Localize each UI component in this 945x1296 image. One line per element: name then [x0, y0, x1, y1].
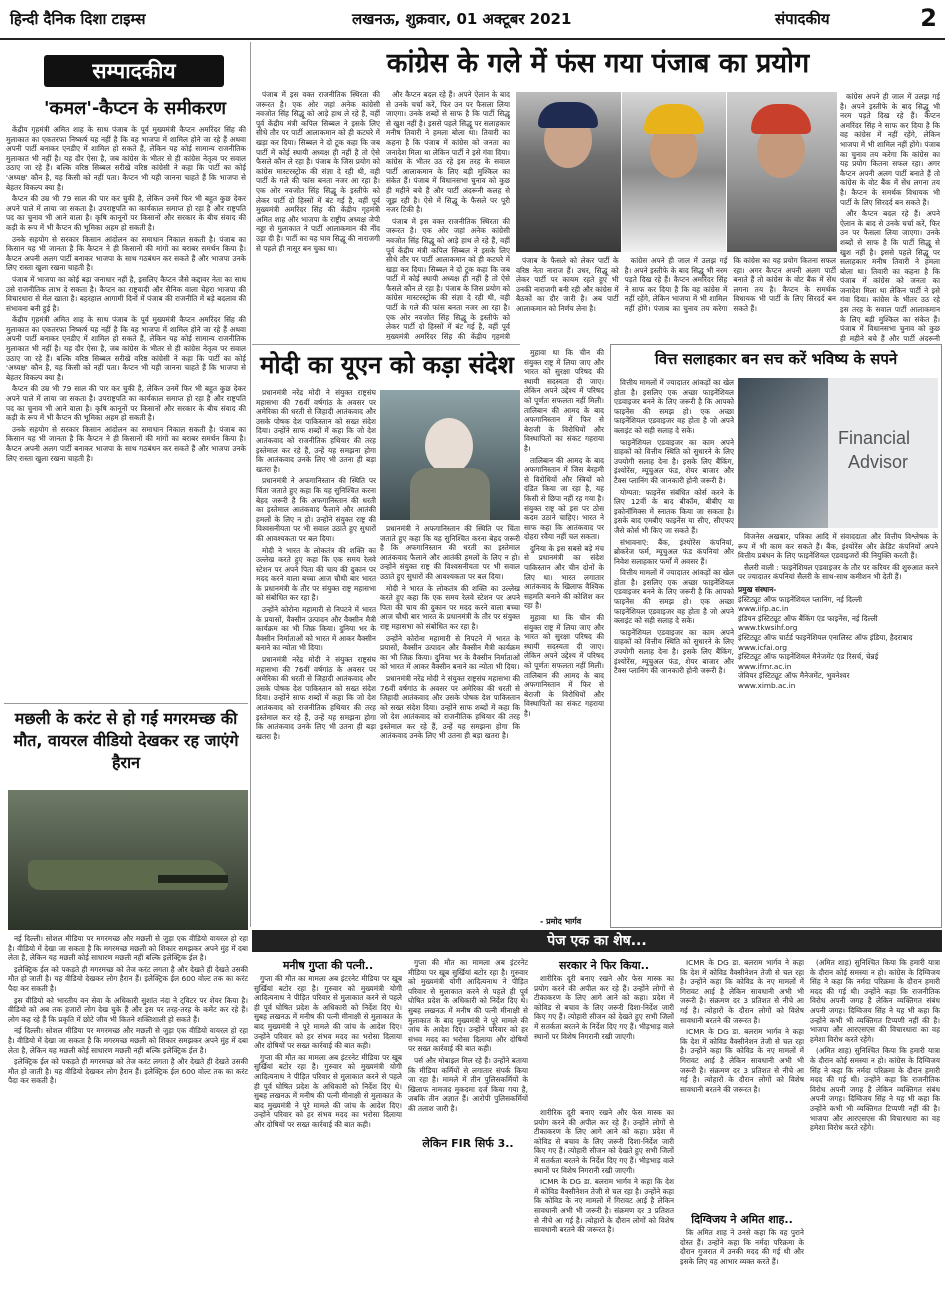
modi-paragraph: प्रधानमंत्री नरेंद्र मोदी ने संयुक्त राष्ट्रसंघ महासभा की 76वीं वर्षगांठ के अवसर पर अमेरिका की धरती से जिहादी आतंकवाद और उसके पोषक देश पाकिस्तान को सख्त संदेश दिया। उन्होंने साफ शब्दों में कहा कि जो देश आतंकवाद को राजनीतिक हथियार की तरह इस्तेमाल कर रहे हैं, उन्हें यह समझना होगा कि आतंकवाद उनके लिए भी उतना ही बड़ा खतरा है।	[256, 655, 376, 741]
modi-paragraph: तालिबान की आमद के बाद अफगानिस्तान में जिस बेरहमी से विरोधियों और स्त्रियों को दंडित किया जा रहा है, यह किसी से छिपा नहीं रह गया है। संयुक्त राष्ट्र को इस पर ठोस कदम उठाने चाहिए। भारत ने साफ कहा कि आतंकवाद पर दोहरा रवैया नहीं चल सकता।	[524, 455, 604, 542]
column-rule	[250, 42, 251, 927]
editorial-paragraph: उनके सहयोग से सरकार किसान आंदोलन का समाधान निकाल सकती है। पंजाब का किसान यह भी जानता है कि कैप्टन ने ही किसानों की मांगों का बराबर समर्थन किया है। कैप्टन अपनी अलग पार्टी बनाकर भाजपा के साथ गठबंधन कर सकते हैं और भाजपा उनके लिए रास्ता खुला रखना चाहती है।	[6, 234, 246, 273]
fir-title: लेकिन FIR सिर्फ 3..	[408, 1136, 528, 1151]
financial-advisor-photo	[738, 378, 938, 528]
crocodile-headline: मछली के करंट से हो गई मगरमच्छ की मौत, वायरल वीडियो देखकर रह जाएंगे हैरान	[13, 709, 239, 772]
editorial-paragraph: उनके सहयोग से सरकार किसान आंदोलन का समाधान निकाल सकती है। पंजाब का किसान यह भी जानता है कि कैप्टन ने ही किसानों की मांगों का बराबर समर्थन किया है। कैप्टन अपनी अलग पार्टी बनाकर भाजपा के साथ गठबंधन कर सकते हैं और भाजपा उनके लिए रास्ता खुला रखना चाहती है।	[6, 424, 246, 463]
manish-title: मनीष गुप्ता की पत्नी..	[282, 959, 374, 972]
sarkar-body	[534, 974, 674, 1104]
institute-link[interactable]: www.icfai.org	[738, 642, 787, 652]
sarkar-body-cont	[534, 1108, 674, 1292]
finance-headline: वित्त सलाहकार बन सच करें भविष्य के सपने	[654, 350, 898, 368]
finance-paragraph: विजनेस अखबार, पत्रिका आदि में संवाददाता और वित्तीय विश्लेषक के रूप में भी काम कर सकते हैं। बैंक, इंश्योरेंस और क्रेडिट कंपनियों अपने वित्तीय प्रबंधन के लिए फाइनेंशियल एडवाइजरों की नियुक्ति करती हैं।	[738, 532, 938, 561]
masthead-bar	[0, 0, 945, 40]
modi-un-photo	[380, 390, 520, 520]
modi-body-mid	[380, 524, 520, 928]
digvijay-body	[680, 1228, 804, 1292]
institutes-title: प्रमुख संस्थान-	[738, 584, 777, 594]
finance-paragraph: फाइनेंशियल एडवाइजर का काम अपने ग्राहकों को वित्तीय स्थिति को सुधारने के लिए उपयोगी सलाह देना है। इसके लिए बैंकिंग, इंश्योरेंस, म्यूचुअल फंड, शेयर बाजार और टैक्स प्लानिंग की जानकारी होनी जरूरी है।	[614, 627, 734, 676]
sarkar-paragraph: शारीरिक दूरी बनाए रखने और फेस मास्क का प्रयोग करने की अपील कर रहे हैं। उन्होंने लोगों से टीकाकरण के लिए आगे आने को कहा। प्रदेश में कोविड से बचाव के लिए जरूरी दिशा-निर्देश जारी किए गए हैं। त्योहारी सीजन को देखते हुए सभी जिलों में सतर्कता बरतने के निर्देश दिए गए हैं। भीड़भाड़ वाले स्थानों पर विशेष निगरानी रखी जाएगी।	[534, 974, 674, 1041]
sarkar-title: सरकार ने फिर किया..	[558, 959, 650, 972]
icmr-body	[680, 958, 804, 1208]
punjab-body-right	[840, 92, 940, 342]
editorial-paragraph: पंजाब में भाजपा का कोई बड़ा जनाधार नहीं है, इसलिए कैप्टन जैसे कद्दावर नेता का साथ उसे राजनीतिक लाभ दे सकता है। कैप्टन का राष्ट्रवादी और सैनिक वाला चेहरा भाजपा की विचारधारा से मेल खाता है। बहरहाल आगामी दिनों में पंजाब की राजनीति में बड़े बदलाव की संभावना बनी हुई है।	[6, 274, 246, 313]
modi-signature: - प्रमोद भार्गव	[540, 917, 582, 926]
institute-link[interactable]: www.ifmr.ac.in	[738, 661, 792, 671]
modi-paragraph: मुहावा था कि चीन की संयुक्त राष्ट्र में लिया जाए और भारत को सुरक्षा परिषद की स्थायी सदस्यता दी जाए। लेकिन अपने उद्देश्य में परिषद को पूर्णतः सफलता नहीं मिली। तालिबान की आमद के बाद अफगानिस्तान में फिर से बेराजी के विरोधियों और विस्थापितों का संकट गहराया है।	[524, 348, 604, 453]
finance-body-right	[738, 532, 938, 922]
punjab-paragraph: कांग्रेस अपने ही जाल में उलझ गई है। अपने इस्तीफे के बाद सिद्धू भी नरम पड़ते दिख रहे हैं। कैप्टन अमरिंदर सिंह ने साफ कर दिया है कि वह कांग्रेस में नहीं रहेंगे, लेकिन भाजपा में भी शामिल नहीं होंगे। पंजाब का चुनाव तय करेगा कि कांग्रेस का यह प्रयोग कितना सफल रहा। अगर कैप्टन अपनी अलग पार्टी बनाते हैं तो कांग्रेस के वोट बैंक में सेंध लगना तय है। कैप्टन के समर्थक विधायक भी पार्टी के लिए सिरदर्द बन सकते हैं।	[840, 92, 940, 207]
crocodile-photo	[8, 790, 248, 930]
modi-paragraph: उन्होंने कोरोना महामारी से निपटने में भारत के प्रयासों, वैक्सीन उत्पादन और वैक्सीन मैत्री कार्यक्रम का भी जिक्र किया। दुनिया भर के वैक्सीन निर्माताओं को भारत में आकर वैक्सीन बनाने का न्योता भी दिया।	[256, 605, 376, 653]
page-number: 2	[920, 4, 937, 32]
continued-strip: पेज एक का शेष...	[252, 930, 942, 952]
institute-link[interactable]: www.tkwsihf.org	[738, 623, 798, 633]
crocodile-paragraph: नई दिल्ली। सोशल मीडिया पर मगरमच्छ और मछली से जुड़ा एक वीडियो वायरल हो रहा है। वीडियो में देखा जा सकता है कि मगरमच्छ मछली को शिकार समझकर अपने मुंह में दबा लेता है, लेकिन यह मछली कोई साधारण मछली नहीं बल्कि इलेक्ट्रिक ईल है।	[8, 1026, 248, 1055]
editorial-paragraph: केंद्रीय गृहमंत्री अमित शाह के साथ पंजाब के पूर्व मुख्यमंत्री कैप्टन अमरिंदर सिंह की मुलाकात का एकतरफा निष्कर्ष यह नहीं है कि वह भाजपा में शामिल होने जा रहे हैं अथवा अपनी पार्टी बनाकर एनडीए में शामिल हो सकते हैं, लेकिन यह कोई सामान्य राजनीतिक मुलाकात भी नहीं है। यह दौर ऐसा है, जब कांग्रेस के भीतर से ही कांग्रेस नेतृत्व पर सवाल उठाए जा रहे हैं। बल्कि वरिष्ठ सिब्बल सरीखे वरिष्ठ कांग्रेसी ने कहा कि पार्टी का कोई 'अध्यक्ष' कौन है, यह किसी को नहीं पता। कैप्टन भी यही जानना चाहते हैं कि भाजपा से बेहतर विकल्प क्या है।	[6, 315, 246, 382]
modi-paragraph: प्रधानमंत्री नरेंद्र मोदी ने संयुक्त राष्ट्रसंघ महासभा की 76वीं वर्षगांठ के अवसर पर अमेरिका की धरती से जिहादी आतंकवाद और उसके पोषक देश पाकिस्तान को सख्त संदेश दिया। उन्होंने साफ शब्दों में कहा कि जो देश आतंकवाद को राजनीतिक हथियार की तरह इस्तेमाल कर रहे हैं, उन्हें यह समझना होगा कि आतंकवाद उनके लिए भी उतना ही बड़ा खतरा है।	[380, 673, 520, 741]
punjab-caption-block	[516, 256, 836, 342]
punjab-paragraph: और कैप्टन बदल रहे हैं। अपने ऐलान के बाद से उनके चर्चा करें, फिर उन पर फैसला लिया जाएगा। उनके शब्दों से साफ है कि पार्टी सिद्धू से खुश नहीं है। इससे पहले सिद्धू पर सलाहकार मनीष तिवारी ने हमला बोला था। तिवारी का कहना है कि पंजाब में कांग्रेस को जनता का जनादेश मिला था लेकिन पार्टी ने इसे गंवा दिया। कांग्रेस के भीतर उठ रहे इस तरह के सवाल पार्टी आलाकमान के लिए बड़ी मुश्किल का संकेत हैं। पंजाब में विधानसभा चुनाव को कुछ ही महीने बचे हैं और पार्टी अंदरूनी कलह से जूझ रही है। ऐसे में सिद्धू के फैसले पर पूरी नजर टिकी है।	[386, 90, 510, 215]
modi-body-left	[256, 388, 376, 928]
crocodile-body	[8, 934, 248, 1289]
editorial-body	[6, 125, 246, 700]
digvijay-title: दिग्विजय ने अमित शाह..	[691, 1213, 793, 1226]
modi-body-right	[524, 348, 604, 918]
modi-paragraph: प्रधानमंत्री ने अफगानिस्तान की स्थिति पर चिंता जताते हुए कहा कि यह सुनिश्चित करना बेहद जरूरी है कि अफगानिस्तान की धरती का इस्तेमाल आतंकवाद फैलाने और आतंकी हमलों के लिए न हो। उन्होंने संयुक्त राष्ट्र की विश्वसनीयता पर भी सवाल उठाते हुए सुधारों की आवश्यकता पर बल दिया।	[380, 524, 520, 581]
institute-link[interactable]: www.ximb.ac.in	[738, 680, 796, 690]
institute-item: जेवियर इंस्टिट्यूट ऑफ मैनेजमेंट, भुवनेश्वर	[738, 671, 850, 681]
manish-body-cont	[408, 958, 528, 1292]
digvijay-body-cont	[810, 958, 940, 1292]
politician-photo-2	[622, 92, 726, 252]
modi-headline: मोदी का यूएन को कड़ा संदेश	[260, 351, 514, 379]
crocodile-paragraph: इस वीडियो को भारतीय वन सेवा के अधिकारी सुशांत नंदा ने ट्विटर पर शेयर किया है। वीडियो को अब तक हजारों लोग देख चुके हैं और इस पर तरह-तरह के कमेंट कर रहे हैं। लोग कह रहे हैं कि प्रकृति में छोटे जीव भी कितने शक्तिशाली हो सकते हैं।	[8, 995, 248, 1024]
icmr-paragraph: ICMR के DG डा. बलराम भार्गव ने कहा कि देश में कोविड वैक्सीनेशन तेजी से चल रहा है। उन्होंने कहा कि कोविड के नए मामलों में गिरावट आई है लेकिन सावधानी अभी भी जरूरी है। संक्रमण दर 3 प्रतिशत से नीचे आ गई है। त्योहारों के दौरान लोगों को विशेष सावधानी बरतने की जरूरत है।	[680, 958, 804, 1025]
digvijay-paragraph: (अमित शाह) सुनिश्चित किया कि हमारी यात्रा के दौरान कोई समस्या न हो। कांग्रेस के दिग्विजय सिंह ने कहा कि नर्मदा परिक्रमा के दौरान हमारी मदद की गई थी। उन्होंने कहा कि राजनीतिक विरोध अपनी जगह है लेकिन व्यक्तिगत संबंध अपनी जगह। दिग्विजय सिंह ने यह भी कहा कि उन्होंने कभी भी व्यक्तिगत टिप्पणी नहीं की है। भाजपा और आरएसएस की विचारधारा का वह हमेशा विरोध करते रहेंगे।	[810, 1046, 940, 1133]
manish-paragraph: गुप्ता की मौत का मामला अब इंटरनेट मीडिया पर खूब सुर्खियां बटोर रहा है। गुरुवार को मुख्यमंत्री योगी आदित्यनाथ ने पीड़ित परिवार से मुलाकात करने से पहले ही पूर्व घोषित प्रदेश के अधिकारी को निर्देश दिए थे। सुबह लखनऊ में मनीष की पत्नी मीनाक्षी से मुलाकात के बाद मुख्यमंत्री ने पूरे मामले की जांच के आदेश दिए। उन्होंने परिवार को हर संभव मदद का भरोसा दिलाया और दोषियों पर सख्त कार्रवाई की बात कही।	[254, 1052, 402, 1129]
editorial-banner: सम्पादकीय	[44, 55, 224, 87]
institute-item: इंस्टिट्यूट ऑफ फाइनेंशियल प्लानिंग, नई दिल्ली	[738, 594, 863, 604]
modi-paragraph: प्रधानमंत्री नरेंद्र मोदी ने संयुक्त राष्ट्रसंघ महासभा की 76वीं वर्षगांठ के अवसर पर अमेरिका की धरती से जिहादी आतंकवाद और उसके पोषक देश पाकिस्तान को सख्त संदेश दिया। उन्होंने साफ शब्दों में कहा कि जो देश आतंकवाद को राजनीतिक हथियार की तरह इस्तेमाल कर रहे हैं, उन्हें यह समझना होगा कि आतंकवाद उनके लिए भी उतना ही बड़ा खतरा है।	[256, 388, 376, 474]
institute-item: इंडियन इंस्टिट्यूट ऑफ बैंकिंग एंड फाइनेंस, नई दिल्ली	[738, 613, 878, 623]
crocodile-paragraph: नई दिल्ली। सोशल मीडिया पर मगरमच्छ और मछली से जुड़ा एक वीडियो वायरल हो रहा है। वीडियो में देखा जा सकता है कि मगरमच्छ मछली को शिकार समझकर अपने मुंह में दबा लेता है, लेकिन यह मछली कोई साधारण मछली नहीं बल्कि इलेक्ट्रिक ईल है।	[8, 934, 248, 963]
institute-link[interactable]: www.iifp.ac.in	[738, 604, 789, 614]
modi-paragraph: उन्होंने कोरोना महामारी से निपटने में भारत के प्रयासों, वैक्सीन उत्पादन और वैक्सीन मैत्री कार्यक्रम का भी जिक्र किया। दुनिया भर के वैक्सीन निर्माताओं को भारत में आकर वैक्सीन बनाने का न्योता भी दिया।	[380, 633, 520, 672]
photo-text-financial: Financial	[838, 428, 911, 448]
sarkar-paragraph: ICMR के DG डा. बलराम भार्गव ने कहा कि देश में कोविड वैक्सीनेशन तेजी से चल रहा है। उन्होंने कहा कि कोविड के नए मामलों में गिरावट आई है लेकिन सावधानी अभी भी जरूरी है। संक्रमण दर 3 प्रतिशत से नीचे आ गई है। त्योहारों के दौरान लोगों को विशेष सावधानी बरतने की जरूरत है।	[534, 1177, 674, 1235]
digvijay-paragraph: (अमित शाह) सुनिश्चित किया कि हमारी यात्रा के दौरान कोई समस्या न हो। कांग्रेस के दिग्विजय सिंह ने कहा कि नर्मदा परिक्रमा के दौरान हमारी मदद की गई थी। उन्होंने कहा कि राजनीतिक विरोध अपनी जगह है लेकिन व्यक्तिगत संबंध अपनी जगह। दिग्विजय सिंह ने यह भी कहा कि उन्होंने कभी भी व्यक्तिगत टिप्पणी नहीं की है। भाजपा और आरएसएस की विचारधारा का वह हमेशा विरोध करते रहेंगे।	[810, 958, 940, 1044]
finance-paragraph: वित्तीय मामलों में ज्यादातर आंकड़ों का खेल होता है। इसलिए एक अच्छा फाइनेंशियल एडवाइजर बनने के लिए जरूरी है कि आपको फाइनेंस की समझ हो। एक अच्छा फाइनेंशियल एडवाइजर वह होता है जो अपने क्लाइंट को सही सलाह दे सके।	[614, 568, 734, 626]
institute-item: इंस्टिट्यूट ऑफ चार्टर्ड फाइनेंशियल एनालिस्ट ऑफ इंडिया, हैदराबाद	[738, 632, 913, 642]
section-rule	[4, 703, 248, 704]
section-rule	[252, 344, 520, 345]
punjab-paragraph: पंजाब में इस वक्त राजनीतिक स्थिरता की जरूरत है। एक ओर जहां अनेक कांग्रेसी नवजोत सिंह सिद्धू को आड़े हाथ ले रहे हैं, वहीं पूर्व केंद्रीय मंत्री कपिल सिब्बल ने इसके लिए सीधे तौर पर पार्टी आलाकमान को ही कटघरे में खड़ा कर दिया। सिब्बल ने दो टूक कहा कि जब पार्टी में कोई स्थायी अध्यक्ष ही नहीं है तो ऐसे फैसले कौन ले रहा है। पंजाब के जिस प्रयोग को कांग्रेस मास्टरस्ट्रोक की संज्ञा दे रही थी, वही पार्टी के गले की फांस बनता नजर आ रहा है। एक ओर नवजोत सिंह सिद्धू के इस्तीफे को लेकर पार्टी दो हिस्सों में बंट गई है, वहीं पूर्व मुख्यमंत्री अमरिंदर सिंह की केंद्रीय गृहमंत्री अमित शाह और भाजपा के राष्ट्रीय अध्यक्ष जेपी नड्डा से मुलाकात ने पार्टी आलाकमान की नींद उड़ा दी है। पार्टी का यह घाव सिद्धू की नाराजगी से पहले ही नासूर बन चुका था।	[256, 90, 380, 253]
modi-paragraph: दुनिया के इस सबसे बड़े मंच से प्रधानमंत्री का संदेश पाकिस्तान और चीन दोनों के लिए था। भारत लगातार आतंकवाद के खिलाफ वैश्विक सहमति बनाने की कोशिश कर रहा है।	[524, 543, 604, 611]
editorial-paragraph: केंद्रीय गृहमंत्री अमित शाह के साथ पंजाब के पूर्व मुख्यमंत्री कैप्टन अमरिंदर सिंह की मुलाकात का एकतरफा निष्कर्ष यह नहीं है कि वह भाजपा में शामिल होने जा रहे हैं अथवा अपनी पार्टी बनाकर एनडीए में शामिल हो सकते हैं, लेकिन यह कोई सामान्य राजनीतिक मुलाकात भी नहीं है। यह दौर ऐसा है, जब कांग्रेस के भीतर से ही कांग्रेस नेतृत्व पर सवाल उठाए जा रहे हैं। बल्कि वरिष्ठ सिब्बल सरीखे वरिष्ठ कांग्रेसी ने कहा कि पार्टी का कोई 'अध्यक्ष' कौन है, यह किसी को नहीं पता। कैप्टन भी यही जानना चाहते हैं कि भाजपा से बेहतर विकल्प क्या है।	[6, 125, 246, 192]
modi-paragraph: मोदी ने भारत के लोकतंत्र की शक्ति का उल्लेख करते हुए कहा कि एक समय रेलवे स्टेशन पर अपने पिता की चाय की दुकान पर मदद करने वाला बच्चा आज चौथी बार भारत के प्रधानमंत्री के तौर पर संयुक्त राष्ट्र महासभा को संबोधित कर रहा है।	[380, 583, 520, 631]
editorial-paragraph: कैप्टन की उम्र भी 79 साल की पार कर चुकी है, लेकिन उनमें फिर भी बहुत कुछ देकर अपने पाले में लाया जा सकता है। उपराष्ट्रपति का कार्यकाल समाप्त हो रहा है और राष्ट्रपति पद का चुनाव भी आने वाला है। कृषि कानूनों पर किसानों और सरकार के बीच संवाद की कड़ी के रूप में भी कैप्टन की भूमिका अहम हो सकती है।	[6, 384, 246, 423]
punjab-body-left	[256, 90, 380, 340]
finance-paragraph: सैलरी वाली : फाइनेंशियल एडवाइजर के तौर पर करियर की शुरुआत करने पर ज्यादातर कंपनियां सैलरी के साथ-साथ कमीशन भी देती हैं।	[738, 562, 938, 582]
crocodile-paragraph: इलेक्ट्रिक ईल को पकड़ते ही मगरमच्छ को तेज करंट लगता है और देखते ही देखते उसकी मौत हो जाती है। यह वीडियो देखकर लोग हैरान हैं। इलेक्ट्रिक ईल 600 वोल्ट तक का करंट पैदा कर सकती है।	[8, 1057, 248, 1086]
manish-paragraph: गुप्ता की मौत का मामला अब इंटरनेट मीडिया पर खूब सुर्खियां बटोर रहा है। गुरुवार को मुख्यमंत्री योगी आदित्यनाथ ने पीड़ित परिवार से मुलाकात करने से पहले ही पूर्व घोषित प्रदेश के अधिकारी को निर्देश दिए थे। सुबह लखनऊ में मनीष की पत्नी मीनाक्षी से मुलाकात के बाद मुख्यमंत्री ने पूरे मामले की जांच के आदेश दिए। उन्होंने परिवार को हर संभव मदद का भरोसा दिलाया और दोषियों पर सख्त कार्रवाई की बात कही।	[408, 958, 528, 1054]
paper-name: हिन्दी दैनिक दिशा टाइम्स	[10, 10, 146, 28]
finance-paragraph: योग्यता: फाइनेंस संबंधित कोर्स करने के लिए 12वीं के बाद बीकॉम, बीबीए या इकोनॉमिक्स में स्नातक किया जा सकता है। इसके बाद एमबीए फाइनेंस या सीए, सीएफए जैसे कोर्स भी किए जा सकते हैं।	[614, 487, 734, 535]
editorial-paragraph: कैप्टन की उम्र भी 79 साल की पार कर चुकी है, लेकिन उनमें फिर भी बहुत कुछ देकर अपने पाले में लाया जा सकता है। उपराष्ट्रपति का कार्यकाल समाप्त हो रहा है और राष्ट्रपति पद का चुनाव भी आने वाला है। कृषि कानूनों पर किसानों और सरकार के बीच संवाद की कड़ी के रूप में भी कैप्टन की भूमिका अहम हो सकती है।	[6, 194, 246, 232]
modi-paragraph: मुहावा था कि चीन की संयुक्त राष्ट्र में लिया जाए और भारत को सुरक्षा परिषद की स्थायी सदस्यता दी जाए। लेकिन अपने उद्देश्य में परिषद को पूर्णतः सफलता नहीं मिली। तालिबान की आमद के बाद अफगानिस्तान में फिर से बेराजी के विरोधियों और विस्थापितों का संकट गहराया है।	[524, 613, 604, 718]
manish-paragraph: गुप्ता की मौत का मामला अब इंटरनेट मीडिया पर खूब सुर्खियां बटोर रहा है। गुरुवार को मुख्यमंत्री योगी आदित्यनाथ ने पीड़ित परिवार से मुलाकात करने से पहले ही पूर्व घोषित प्रदेश के अधिकारी को निर्देश दिए थे। सुबह लखनऊ में मनीष की पत्नी मीनाक्षी से मुलाकात के बाद मुख्यमंत्री ने पूरे मामले की जांच के आदेश दिए। उन्होंने परिवार को हर संभव मदद का भरोसा दिलाया और दोषियों पर सख्त कार्रवाई की बात कही।	[254, 974, 402, 1051]
punjab-caption: पंजाब के फैसले को लेकर पार्टी के वरिष्ठ नेता नाराज हैं। उधर, सिद्धू को लेकर पार्टी पर कायम रहते हुए भी उनकी नाराजगी बनी रही और कांग्रेस में बैठकों का दौर जारी है। अब पार्टी आलाकमान को निर्णय लेना है।	[516, 256, 619, 313]
punjab-paragraph: और कैप्टन बदल रहे हैं। अपने ऐलान के बाद से उनके चर्चा करें, फिर उन पर फैसला लिया जाएगा। उनके शब्दों से साफ है कि पार्टी सिद्धू से खुश नहीं है। इससे पहले सिद्धू पर सलाहकार मनीष तिवारी ने हमला बोला था। तिवारी का कहना है कि पंजाब में कांग्रेस को जनता का जनादेश मिला था लेकिन पार्टी ने इसे गंवा दिया। कांग्रेस के भीतर उठ रहे इस तरह के सवाल पार्टी आलाकमान के लिए बड़ी मुश्किल का संकेत हैं। पंजाब में विधानसभा चुनाव को कुछ ही महीने बचे हैं और पार्टी अंदरूनी	[840, 209, 940, 342]
editorial-headline: 'कमल'-कैप्टन के समीकरण	[44, 98, 226, 119]
politician-photo-1	[516, 92, 621, 252]
politician-photo-3	[727, 92, 837, 252]
photo-text-advisor: Advisor	[848, 452, 909, 472]
punjab-headline: कांग्रेस के गले में फंस गया पंजाब का प्रयोग	[386, 48, 810, 79]
manish-body	[254, 974, 402, 1292]
modi-paragraph: मोदी ने भारत के लोकतंत्र की शक्ति का उल्लेख करते हुए कहा कि एक समय रेलवे स्टेशन पर अपने पिता की चाय की दुकान पर मदद करने वाला बच्चा आज चौथी बार भारत के प्रधानमंत्री के तौर पर संयुक्त राष्ट्र महासभा को संबोधित कर रहा है।	[256, 545, 376, 603]
dateline: लखनऊ, शुक्रवार, 01 अक्टूबर 2021	[352, 10, 572, 28]
sarkar-paragraph: शारीरिक दूरी बनाए रखने और फेस मास्क का प्रयोग करने की अपील कर रहे हैं। उन्होंने लोगों से टीकाकरण के लिए आगे आने को कहा। प्रदेश में कोविड से बचाव के लिए जरूरी दिशा-निर्देश जारी किए गए हैं। त्योहारी सीजन को देखते हुए सभी जिलों में सतर्कता बरतने के निर्देश दिए गए हैं। भीड़भाड़ वाले स्थानों पर विशेष निगरानी रखी जाएगी।	[534, 1108, 674, 1175]
manish-paragraph: पर्स और मोबाइल मिल रहे हैं। उन्होंने बताया कि मीडिया कर्मियों से लगातार संपर्क किया जा रहा है। मामले में तीन पुलिसकर्मियों के खिलाफ नामजद मुकदमा दर्ज किया गया है, जबकि तीन अज्ञात हैं। आरोपी पुलिसकर्मियों की तलाश जारी है।	[408, 1055, 528, 1113]
punjab-paragraph: पंजाब में इस वक्त राजनीतिक स्थिरता की जरूरत है। एक ओर जहां अनेक कांग्रेसी नवजोत सिंह सिद्धू को आड़े हाथ ले रहे हैं, वहीं पूर्व केंद्रीय मंत्री कपिल सिब्बल ने इसके लिए सीधे तौर पर पार्टी आलाकमान को ही कटघरे में खड़ा कर दिया। सिब्बल ने दो टूक कहा कि जब पार्टी में कोई स्थायी अध्यक्ष ही नहीं है तो ऐसे फैसले कौन ले रहा है। पंजाब के जिस प्रयोग को कांग्रेस मास्टरस्ट्रोक की संज्ञा दे रही थी, वही पार्टी के गले की फांस बनता नजर आ रहा है। एक ओर नवजोत सिंह सिद्धू के इस्तीफे को लेकर पार्टी दो हिस्सों में बंट गई है, वहीं पूर्व मुख्यमंत्री अमरिंदर सिंह की केंद्रीय गृहमंत्री	[386, 216, 510, 340]
modi-paragraph: प्रधानमंत्री ने अफगानिस्तान की स्थिति पर चिंता जताते हुए कहा कि यह सुनिश्चित करना बेहद जरूरी है कि अफगानिस्तान की धरती का इस्तेमाल आतंकवाद फैलाने और आतंकी हमलों के लिए न हो। उन्होंने संयुक्त राष्ट्र की विश्वसनीयता पर भी सवाल उठाते हुए सुधारों की आवश्यकता पर बल दिया।	[256, 476, 376, 543]
icmr-paragraph: ICMR के DG डा. बलराम भार्गव ने कहा कि देश में कोविड वैक्सीनेशन तेजी से चल रहा है। उन्होंने कहा कि कोविड के नए मामलों में गिरावट आई है लेकिन सावधानी अभी भी जरूरी है। संक्रमण दर 3 प्रतिशत से नीचे आ गई है। त्योहारों के दौरान लोगों को विशेष सावधानी बरतने की जरूरत है।	[680, 1027, 804, 1094]
finance-paragraph: वित्तीय मामलों में ज्यादातर आंकड़ों का खेल होता है। इसलिए एक अच्छा फाइनेंशियल एडवाइजर बनने के लिए जरूरी है कि आपको फाइनेंस की समझ हो। एक अच्छा फाइनेंशियल एडवाइजर वह होता है जो अपने क्लाइंट को सही सलाह दे सके।	[614, 378, 734, 435]
finance-paragraph: संभावनाएं: बैंक, इंश्योरेंस कंपनियां, ब्रोकरेज फर्म, म्यूचुअल फंड कंपनियां और निवेश सलाहकार फर्मों में अवसर हैं।	[614, 537, 734, 566]
digvijay-paragraph: कि अमित शाह ने उनसे कहा कि वह पुराने दोस्त हैं। उन्होंने कहा कि नर्मदा परिक्रमा के दौरान गुजरात में उनकी मदद की गई थी और इसके लिए वह आभार व्यक्त करते हैं।	[680, 1228, 804, 1266]
finance-body-left	[614, 378, 734, 923]
crocodile-paragraph: इलेक्ट्रिक ईल को पकड़ते ही मगरमच्छ को तेज करंट लगता है और देखते ही देखते उसकी मौत हो जाती है। यह वीडियो देखकर लोग हैरान हैं। इलेक्ट्रिक ईल 600 वोल्ट तक का करंट पैदा कर सकती है।	[8, 964, 248, 993]
punjab-paragraph: कांग्रेस अपने ही जाल में उलझ गई है। अपने इस्तीफे के बाद सिद्धू भी नरम पड़ते दिख रहे हैं। कैप्टन अमरिंदर सिंह ने साफ कर दिया है कि वह कांग्रेस में नहीं रहेंगे, लेकिन भाजपा में भी शामिल नहीं होंगे। पंजाब का चुनाव तय करेगा कि कांग्रेस का यह प्रयोग कितना सफल रहा। अगर कैप्टन अपनी अलग पार्टी बनाते हैं तो कांग्रेस के वोट बैंक में सेंध लगना तय है। कैप्टन के समर्थक विधायक भी पार्टी के लिए सिरदर्द बन सकते हैं।	[624, 256, 836, 313]
punjab-body-mid	[386, 90, 510, 340]
section-name: संपादकीय	[775, 10, 830, 28]
finance-paragraph: फाइनेंशियल एडवाइजर का काम अपने ग्राहकों को वित्तीय स्थिति को सुधारने के लिए उपयोगी सलाह देना है। इसके लिए बैंकिंग, इंश्योरेंस, म्यूचुअल फंड, शेयर बाजार और टैक्स प्लानिंग की जानकारी होनी जरूरी है।	[614, 437, 734, 485]
institute-item: इंस्टिट्यूट ऑफ फाइनेंशियल मैनेजमेंट एंड रिसर्च, चेन्नई	[738, 652, 879, 662]
